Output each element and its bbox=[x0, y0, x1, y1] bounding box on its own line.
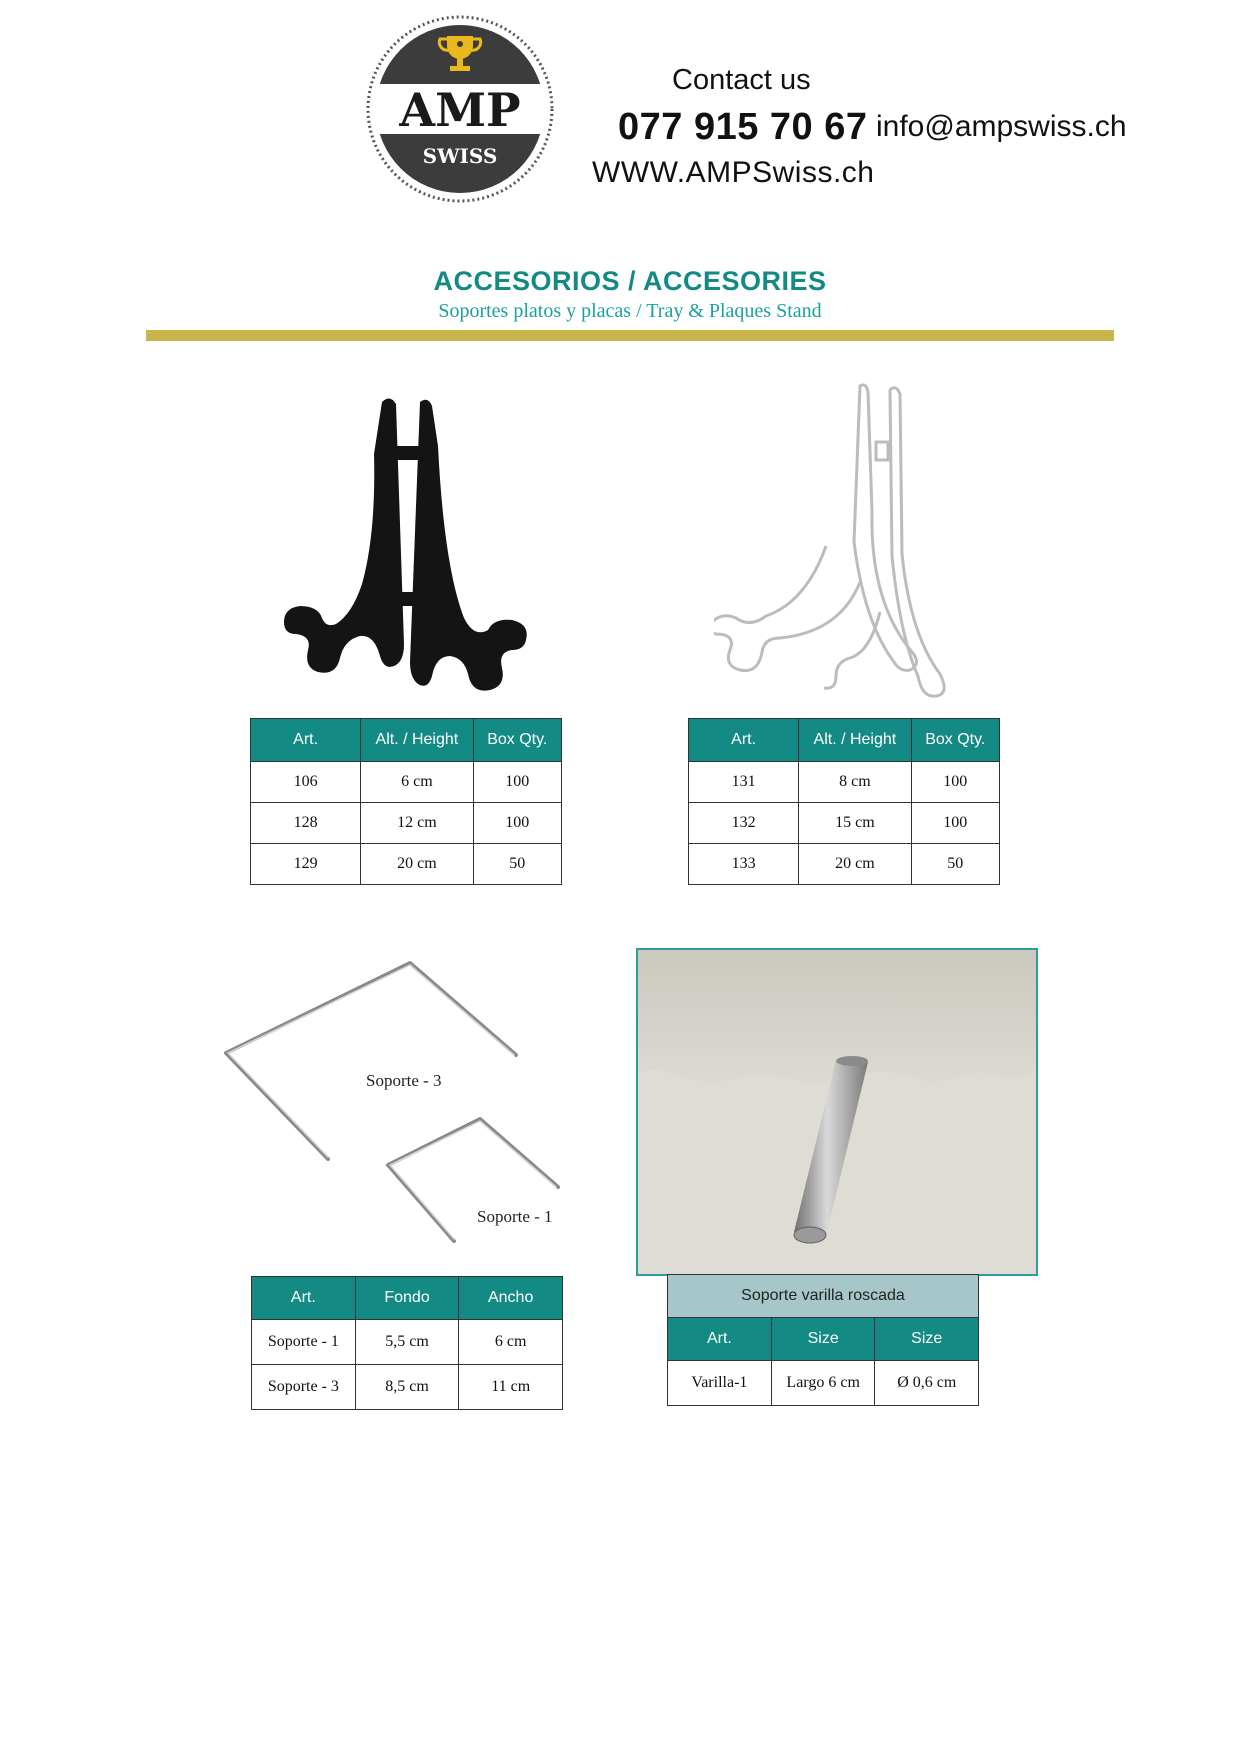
cell-height: 12 cm bbox=[361, 803, 473, 844]
phone-number: 077 915 70 67 bbox=[618, 106, 868, 148]
cell-art: 132 bbox=[689, 803, 799, 844]
table-row bbox=[689, 762, 1000, 803]
wire-label-small: Soporte - 1 bbox=[477, 1207, 553, 1226]
col-height: Alt. / Height bbox=[799, 719, 911, 762]
cell-diameter: Ø 0,6 cm bbox=[875, 1361, 979, 1406]
clear-stand-table bbox=[688, 718, 1000, 885]
col-fondo: Fondo bbox=[355, 1277, 459, 1320]
col-size-diameter: Size bbox=[875, 1318, 979, 1361]
cell-ancho: 11 cm bbox=[459, 1365, 563, 1410]
cell-height: 6 cm bbox=[361, 762, 473, 803]
col-box-qty: Box Qty. bbox=[911, 719, 999, 762]
cell-art: 106 bbox=[251, 762, 361, 803]
black-stand-image bbox=[262, 392, 562, 710]
col-art: Art. bbox=[668, 1318, 772, 1361]
black-stand-table bbox=[250, 718, 562, 885]
cell-art: Varilla-1 bbox=[668, 1361, 772, 1406]
cell-height: 8 cm bbox=[799, 762, 911, 803]
wire-stand-table bbox=[251, 1276, 563, 1410]
cell-box-qty: 50 bbox=[911, 844, 999, 885]
col-art: Art. bbox=[251, 719, 361, 762]
cell-height: 20 cm bbox=[361, 844, 473, 885]
col-art: Art. bbox=[252, 1277, 356, 1320]
col-ancho: Ancho bbox=[459, 1277, 563, 1320]
wire-label-large: Soporte - 3 bbox=[366, 1071, 442, 1090]
email-address: info@ampswiss.ch bbox=[876, 110, 1127, 143]
table-row bbox=[689, 803, 1000, 844]
cell-length: Largo 6 cm bbox=[771, 1361, 875, 1406]
cell-fondo: 5,5 cm bbox=[355, 1320, 459, 1365]
cell-art: Soporte - 1 bbox=[252, 1320, 356, 1365]
cell-box-qty: 50 bbox=[473, 844, 561, 885]
amp-swiss-logo bbox=[365, 14, 555, 204]
wire-stands-image bbox=[220, 955, 570, 1255]
cell-box-qty: 100 bbox=[911, 762, 999, 803]
rod-stand-image bbox=[636, 948, 1038, 1276]
table-row bbox=[252, 1365, 563, 1410]
website: WWW.AMPSwiss.ch bbox=[592, 156, 875, 189]
cell-box-qty: 100 bbox=[473, 762, 561, 803]
table-row bbox=[689, 844, 1000, 885]
logo-text: AMP bbox=[399, 83, 521, 137]
col-size-length: Size bbox=[771, 1318, 875, 1361]
rod-stand-table bbox=[667, 1274, 979, 1406]
logo-subtext: SWISS bbox=[422, 144, 498, 168]
cell-art: 133 bbox=[689, 844, 799, 885]
col-height: Alt. / Height bbox=[361, 719, 473, 762]
col-box-qty: Box Qty. bbox=[473, 719, 561, 762]
title-rule bbox=[146, 330, 1114, 341]
table-row bbox=[252, 1320, 563, 1365]
clear-stand-image bbox=[714, 382, 984, 712]
cell-box-qty: 100 bbox=[911, 803, 999, 844]
cell-fondo: 8,5 cm bbox=[355, 1365, 459, 1410]
table-row bbox=[251, 803, 562, 844]
cell-art: 131 bbox=[689, 762, 799, 803]
cell-height: 20 cm bbox=[799, 844, 911, 885]
table-row bbox=[251, 762, 562, 803]
cell-art: 129 bbox=[251, 844, 361, 885]
cell-box-qty: 100 bbox=[473, 803, 561, 844]
col-art: Art. bbox=[689, 719, 799, 762]
cell-ancho: 6 cm bbox=[459, 1320, 563, 1365]
table-row bbox=[251, 844, 562, 885]
section-title: ACCESORIOS / ACCESORIES bbox=[433, 266, 827, 296]
cell-height: 15 cm bbox=[799, 803, 911, 844]
cell-art: 128 bbox=[251, 803, 361, 844]
section-subtitle: Soportes platos y placas / Tray & Plaques Stand bbox=[438, 300, 822, 322]
cell-art: Soporte - 3 bbox=[252, 1365, 356, 1410]
rod-table-caption: Soporte varilla roscada bbox=[668, 1275, 979, 1318]
table-row bbox=[668, 1361, 979, 1406]
contact-label: Contact us bbox=[672, 64, 811, 96]
